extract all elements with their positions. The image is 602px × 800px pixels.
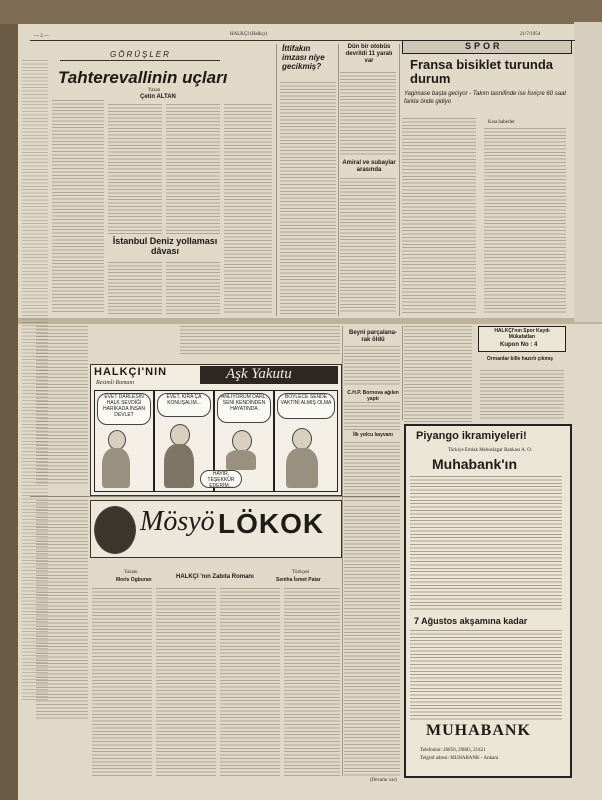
- article-text-col3: [166, 104, 220, 234]
- comic-brand: HALKÇI'NIN: [94, 366, 168, 378]
- comic-figure-4-body: [286, 448, 318, 488]
- lower-mid-text: [180, 326, 340, 356]
- serial-portrait: [94, 506, 136, 554]
- article-text-col2: [108, 104, 162, 234]
- comic-figure-4-head: [292, 428, 312, 450]
- serial-translator: Seniha İsmet Patar: [276, 577, 321, 583]
- comic-bubble-3: ANLIYORUM DARL. SENİ KENDİNDEN HAYATINDA: [217, 393, 271, 423]
- column-rule-2: [338, 44, 339, 316]
- sports-label: SPOR: [465, 41, 503, 51]
- comic-bubble-5: HAYIR, TEŞEKKÜR EDERİM...: [200, 470, 242, 488]
- column-rule-4: [342, 326, 343, 776]
- column-rule-1: [276, 44, 277, 316]
- comic-bubble-2: EVET, KIRA ÇA KONUŞALIM...: [157, 393, 211, 417]
- page-top-edge: [0, 0, 602, 24]
- ad-body-text-2: [410, 630, 562, 722]
- ad-body-text: [410, 476, 562, 612]
- masthead-date: 21/7/1954: [520, 32, 541, 37]
- amiral-text: [340, 178, 396, 314]
- serial-text-col3: [220, 588, 280, 778]
- serial-text-col1: [92, 588, 152, 778]
- ad-intro: Türkiye Emlak Mebuslagar Bankası A. O.: [447, 448, 533, 453]
- istanbul-text-a: [108, 262, 162, 314]
- sports-subhead: Yagimase başta geciyor - Takım tasnifinde ise İsviçre 60 saat farkla önde gidiyo: [404, 91, 567, 105]
- ilk-yolcu-text: [344, 442, 400, 502]
- ad-header: Piyango ikramiyeleri!: [416, 430, 527, 442]
- sports-text-a: [402, 118, 476, 314]
- band-rule: [30, 496, 400, 497]
- serial-continued: (Devamı var): [370, 778, 397, 783]
- byline-label: Yazan: [148, 88, 161, 93]
- istanbul-text-b: [166, 262, 220, 314]
- serial-left-text: [36, 500, 88, 720]
- masthead-paper: HALKÇI (Halkçı): [230, 32, 267, 37]
- next-page-edge: [574, 22, 602, 322]
- chp-text: [344, 402, 400, 432]
- comic-figure-1-body: [102, 448, 130, 488]
- comic-figure-2-head: [170, 424, 190, 446]
- serial-translator-label: Türkçesi: [292, 570, 310, 575]
- headline-fransa: Fransa bisiklet turunda durum: [410, 57, 554, 86]
- comic-subtitle: Resimli Romanı: [96, 380, 135, 386]
- column-rule-5: [402, 326, 403, 420]
- page-fold-shadow: [18, 318, 602, 324]
- beyni-text: [344, 346, 400, 386]
- sports-text-b: [484, 128, 566, 314]
- serial-title-italic: Mösyö: [140, 506, 215, 537]
- headline-chp: C.H.P. Bornova ağılen yaptı: [347, 390, 399, 402]
- spor-kupon-office: HALKÇI'nın Spor Kaydı Mükafatları: [494, 328, 550, 340]
- headline-amiral: Amiral ve subaylar arasında: [342, 160, 396, 173]
- ad-telephone: Telefonlar: 26850, 29883, 21421: [420, 748, 486, 753]
- headline-dun-bir: Dün bir otobüs devrildi 11 yaralı var: [345, 44, 393, 64]
- ad-footer-bank: MUHABANK: [426, 722, 531, 739]
- right-side-head: Ormanlar kille hazırlı çıkmış: [486, 356, 554, 362]
- ad-date-line: 7 Ağustos akşamına kadar: [414, 616, 528, 626]
- serial-title-bold: LÖKOK: [218, 508, 325, 539]
- lower-left-text: [36, 326, 88, 486]
- column-rule-3: [399, 44, 400, 316]
- headline-istanbul: İstanbul Deniz yollaması dâvası: [112, 236, 218, 256]
- serial-publisher: HALKÇI 'nın Zabıta Romanı: [176, 574, 254, 580]
- page-number: — 2 —: [34, 34, 49, 39]
- section-rule: [60, 60, 220, 61]
- dun-bir-text: [340, 72, 396, 156]
- sports-subsection: Kısa haberler: [488, 120, 515, 125]
- serial-text-col2: [156, 588, 216, 778]
- right-side-text: [480, 370, 564, 420]
- headline-beyni: Beyni parçalana-rak öldü: [348, 330, 398, 343]
- comic-figure-3-head: [232, 430, 252, 452]
- comic-title: Aşk Yakutu: [226, 366, 292, 382]
- comic-figure-3-body: [226, 450, 256, 470]
- comic-figure-2-body: [164, 444, 194, 488]
- serial-author-label: Yazanı: [124, 570, 138, 575]
- headline-ilk-yolcu: İlk yolcu lıayvanı: [353, 432, 393, 438]
- section-gorusler: GÖRÜŞLER: [110, 50, 171, 59]
- headline-ittifak: İttifakın imzası niye gecikmiş?: [282, 44, 325, 71]
- ad-bank-name: Muhabank'ın: [432, 456, 517, 472]
- headline-tahterevalli: Tahterevallinin uçları: [58, 68, 228, 87]
- article-text-col4: [224, 104, 272, 314]
- mid-right-text: [404, 326, 472, 426]
- comic-figure-1-head: [108, 430, 126, 450]
- serial-text-col4: [284, 588, 340, 778]
- spor-kupon-no: Kupon No : 4: [500, 342, 538, 348]
- ittifak-text: [280, 82, 336, 314]
- byline-author: Çetin ALTAN: [140, 94, 176, 100]
- ad-telegram: Telgraf adresi: MUHABANK - Ankara: [420, 756, 499, 761]
- comic-bubble-1: EVET DARLESİN HALK SEVDİĞİ HARİKADA İNSAN DEVLET: [97, 393, 151, 425]
- serial-author: Moris Ogburan: [116, 577, 152, 583]
- comic-bubble-4: BOYLECE SENDE VAKTİNİ ALMIŞ OLMA: [277, 393, 335, 419]
- article-text-col1: [52, 100, 104, 314]
- serial-text-col5: [344, 506, 400, 776]
